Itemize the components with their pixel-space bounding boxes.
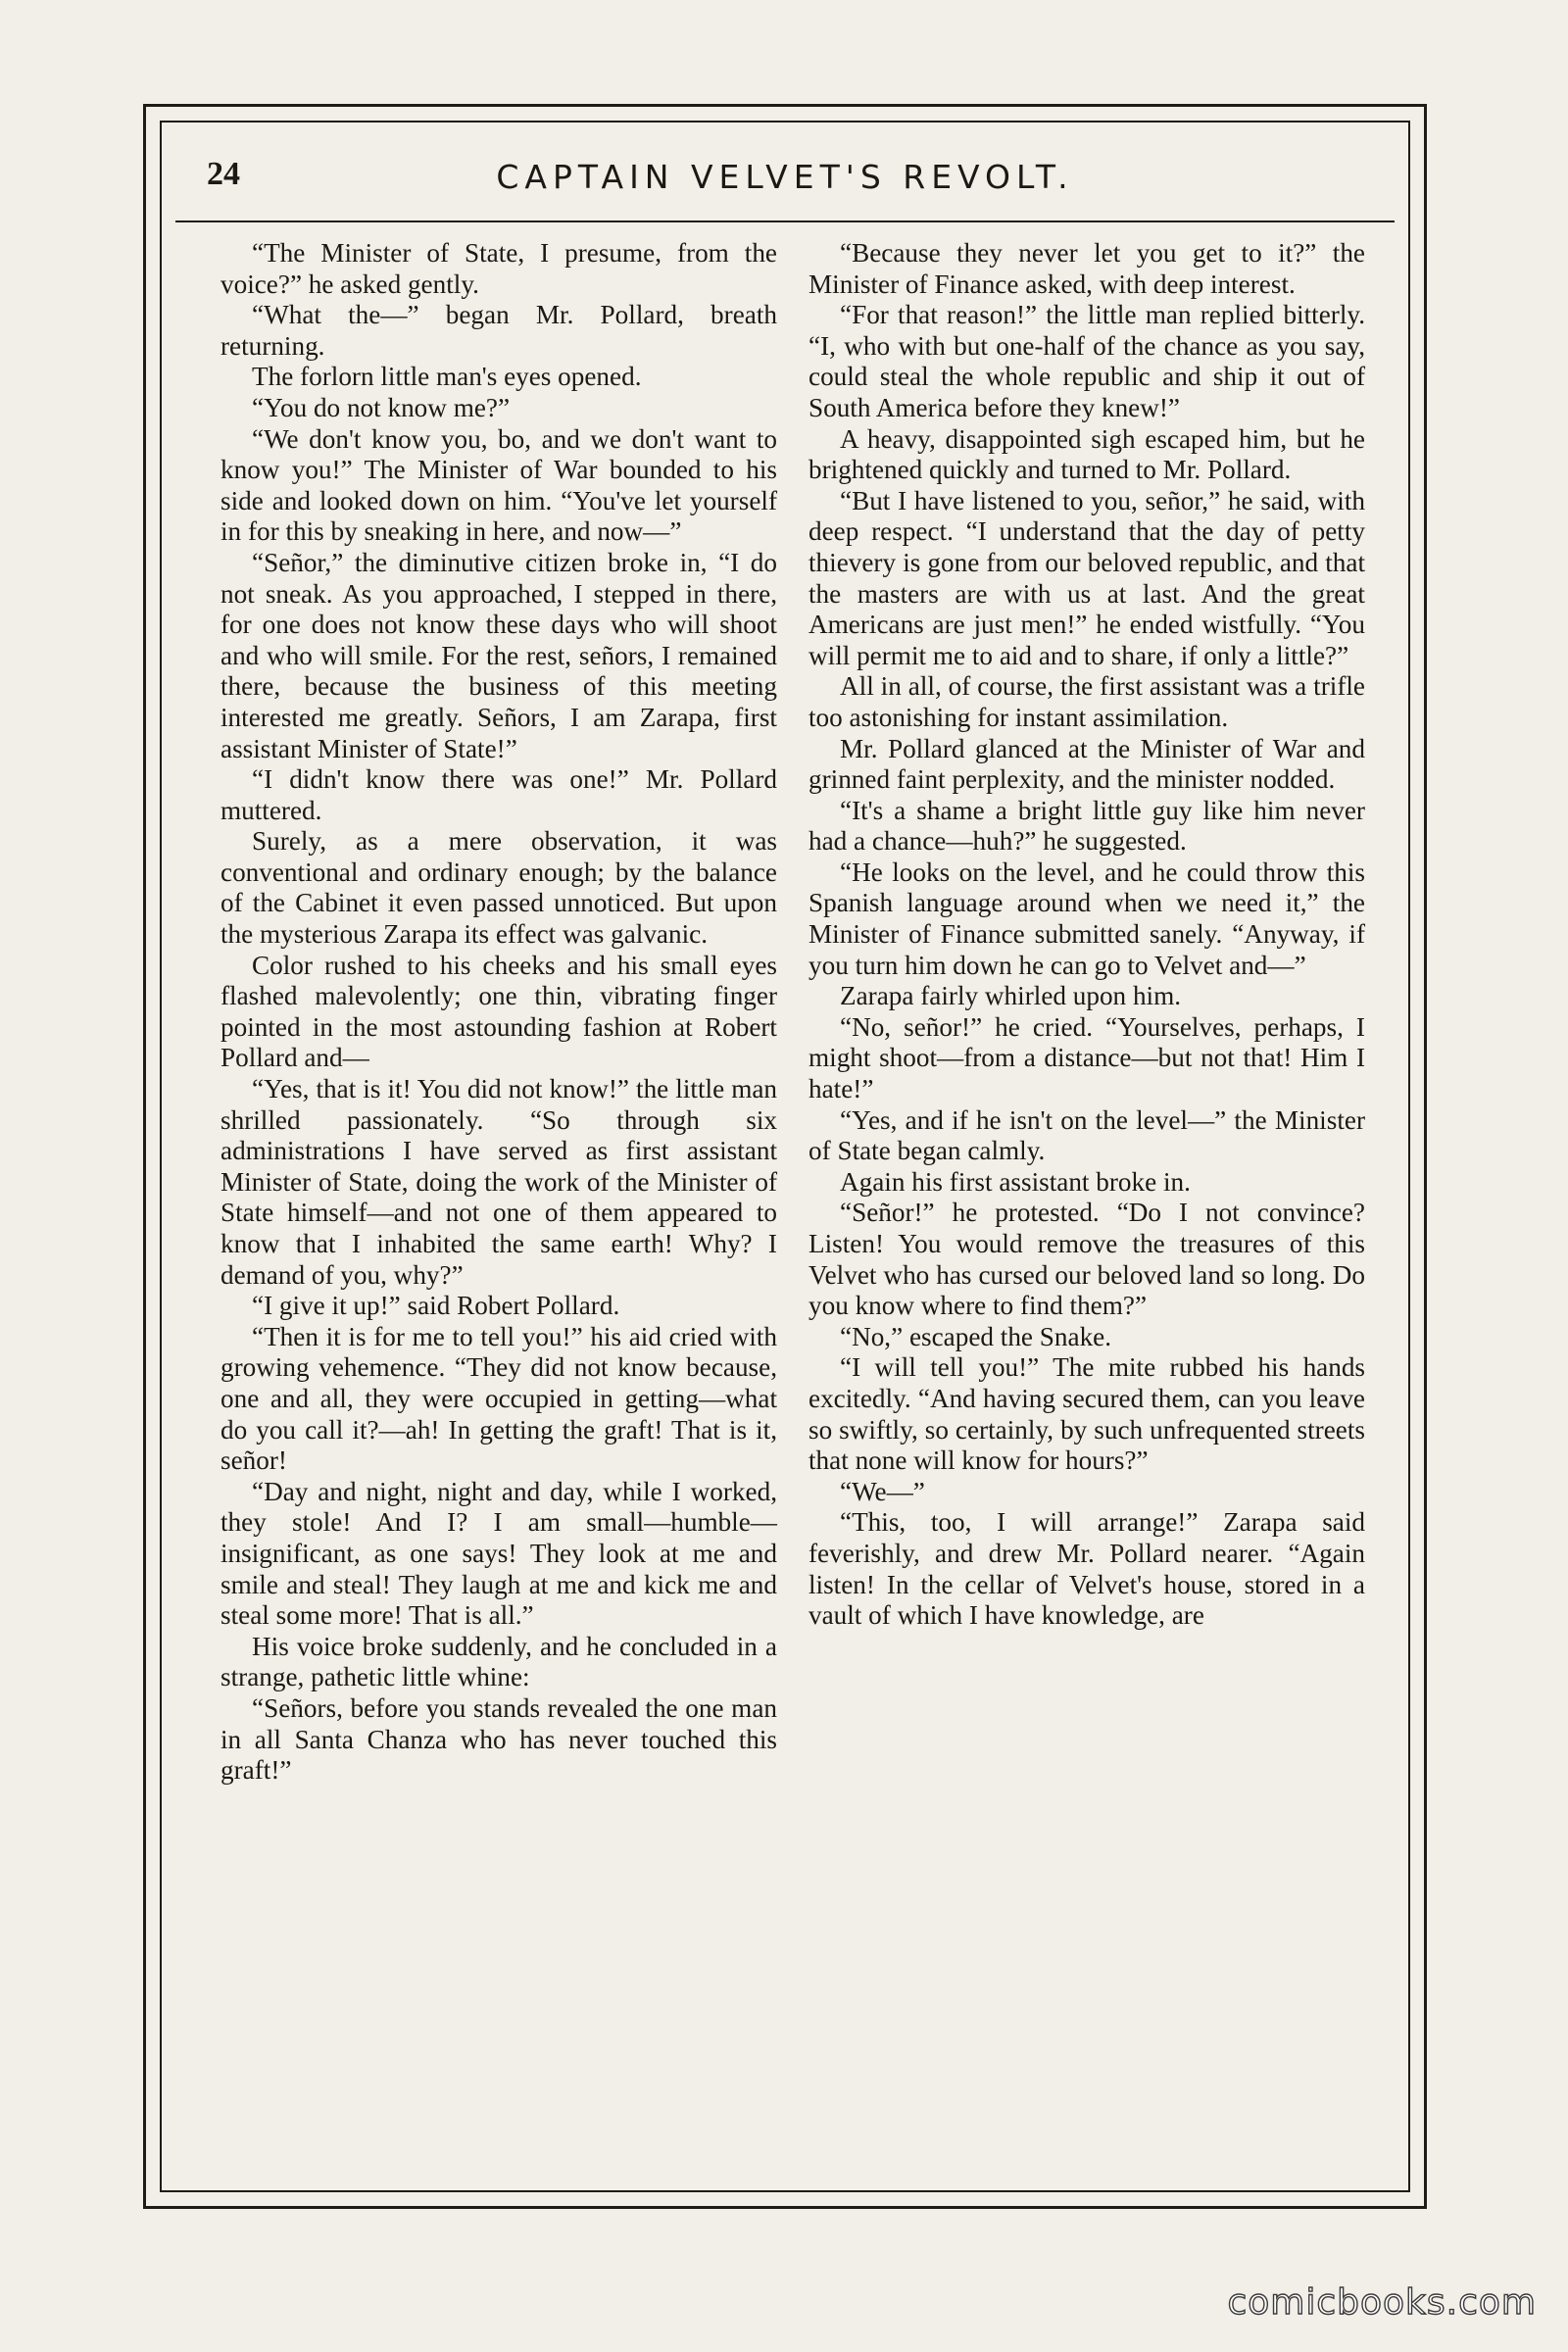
paragraph: All in all, of course, the first assistant was a trifle too astonishing for instant assimilation. [808, 671, 1365, 732]
paragraph: The forlorn little man's eyes opened. [252, 362, 642, 392]
paragraph: Zarapa fairly whirled upon him. [840, 981, 1182, 1011]
paragraph: Again his first assistant broke in. [840, 1166, 1191, 1197]
page-border [143, 104, 1427, 2209]
paragraph: “Day and night, night and day, while I worked, they stole! And I? I am small—humble—insignificant, as one says! They look at me and smile and steal! They laugh at me and kick me and steal some more! That is all.” [220, 1476, 777, 1631]
paragraph: Surely, as a mere observation, it was conventional and ordinary enough; by the balance of the Cabinet it even passed unnoticed. But upon the mysterious Zarapa its effect was galvanic. [220, 826, 777, 950]
paragraph: “Señor!” he protested. “Do I not convince? Listen! You would remove the treasures of this Velvet who has cursed our beloved land so long. Do you know where to find them?” [808, 1198, 1365, 1321]
paragraph: Mr. Pollard glanced at the Minister of War and grinned faint perplexity, and the minister nodded. [808, 733, 1365, 795]
paragraph: “Then it is for me to tell you!” his aid cried with growing vehemence. “They did not know because, one and all, they were occupied in getting—what do you call it?—ah! In getting the graft! That is it, señor! [220, 1321, 777, 1476]
paragraph: “But I have listened to you, señor,” he said, with deep respect. “I understand that the day of petty thievery is gone from our beloved republic, and that the masters are with us at last. And the great Americans are just men!” he ended wistfully. “You will permit me to aid and to share, if only a little?” [808, 485, 1365, 670]
paragraph: “We—” [840, 1476, 925, 1506]
paragraph: “You do not know me?” [252, 392, 511, 422]
paragraph: “Because they never let you get to it?” the Minister of Finance asked, with deep interest. [808, 238, 1365, 299]
paragraph: “For that reason!” the little man replied bitterly. “I, who with but one-half of the chance as you say, could steal the whole republic and ship it out of South America before they knew!” [808, 300, 1365, 422]
running-title: CAPTAIN VELVET'S REVOLT. [496, 157, 1074, 196]
page-number: 24 [207, 156, 240, 192]
paragraph: “I didn't know there was one!” Mr. Pollard muttered. [220, 764, 777, 825]
paragraph: “He looks on the level, and he could throw this Spanish language around when we need it,” the Minister of Finance submitted sanely. “Anyway, if you turn him down he can go to Velvet and—” [808, 857, 1365, 980]
paragraph: “I will tell you!” The mite rubbed his hands excitedly. “And having secured them, can you leave so swiftly, so certainly, by such unfrequented streets that none will know for hours?” [808, 1352, 1365, 1476]
paragraph: “I give it up!” said Robert Pollard. [252, 1291, 620, 1321]
running-header [207, 146, 1363, 207]
paragraph: “Yes, that is it! You did not know!” the little man shrilled passionately. “So through six administrations I have served as first assistant Minister of State, doing the work of the Minister of State himself—and not one of them appeared to know that I inhabited the same earth! Why? I demand of you, why?” [220, 1074, 777, 1290]
left-column [220, 238, 777, 1787]
paragraph: “Yes, and if he isn't on the level—” the Minister of State began calmly. [808, 1104, 1365, 1166]
right-column [808, 238, 1365, 1632]
paragraph: “No, señor!” he cried. “Yourselves, perhaps, I might shoot—from a distance—but not that! Him I hate!” [808, 1011, 1365, 1104]
paragraph: “This, too, I will arrange!” Zarapa said feverishly, and drew Mr. Pollard nearer. “Again listen! In the cellar of Velvet's house, stored in a vault of which I have knowledge, are [808, 1507, 1365, 1631]
page-inner-border [160, 121, 1410, 2192]
paragraph: “Señors, before you stands revealed the one man in all Santa Chanza who has never touched this graft!” [220, 1692, 777, 1786]
paragraph: His voice broke suddenly, and he concluded in a strange, pathetic little whine: [220, 1631, 777, 1692]
paragraph: A heavy, disappointed sigh escaped him, but he brightened quickly and turned to Mr. Pollard. [808, 423, 1365, 485]
paragraph: “The Minister of State, I presume, from the voice?” he asked gently. [220, 238, 777, 299]
header-divider [175, 220, 1395, 222]
paragraph: “We don't know you, bo, and we don't want to know you!” The Minister of War bounded to his side and looked down on him. “You've let yourself in for this by sneaking in here, and now—” [220, 423, 777, 547]
source-watermark: comicbooks.com [1227, 2282, 1537, 2323]
paragraph: “No,” escaped the Snake. [840, 1321, 1112, 1351]
paragraph: “It's a shame a bright little guy like him never had a chance—huh?” he suggested. [808, 795, 1365, 857]
paragraph: “Señor,” the diminutive citizen broke in, “I do not sneak. As you approached, I stepped in there, for one does not know these days who will shoot and who will smile. For the rest, señors, I remained there, because the business of this meeting interested me greatly. Señors, I am Zarapa, first assistant Minister of State!” [220, 547, 777, 763]
paragraph: “What the—” began Mr. Pollard, breath returning. [220, 300, 777, 361]
paragraph: Color rushed to his cheeks and his small eyes flashed malevolently; one thin, vibrating finger pointed in the most astounding fashion at Robert Pollard and— [220, 950, 777, 1073]
